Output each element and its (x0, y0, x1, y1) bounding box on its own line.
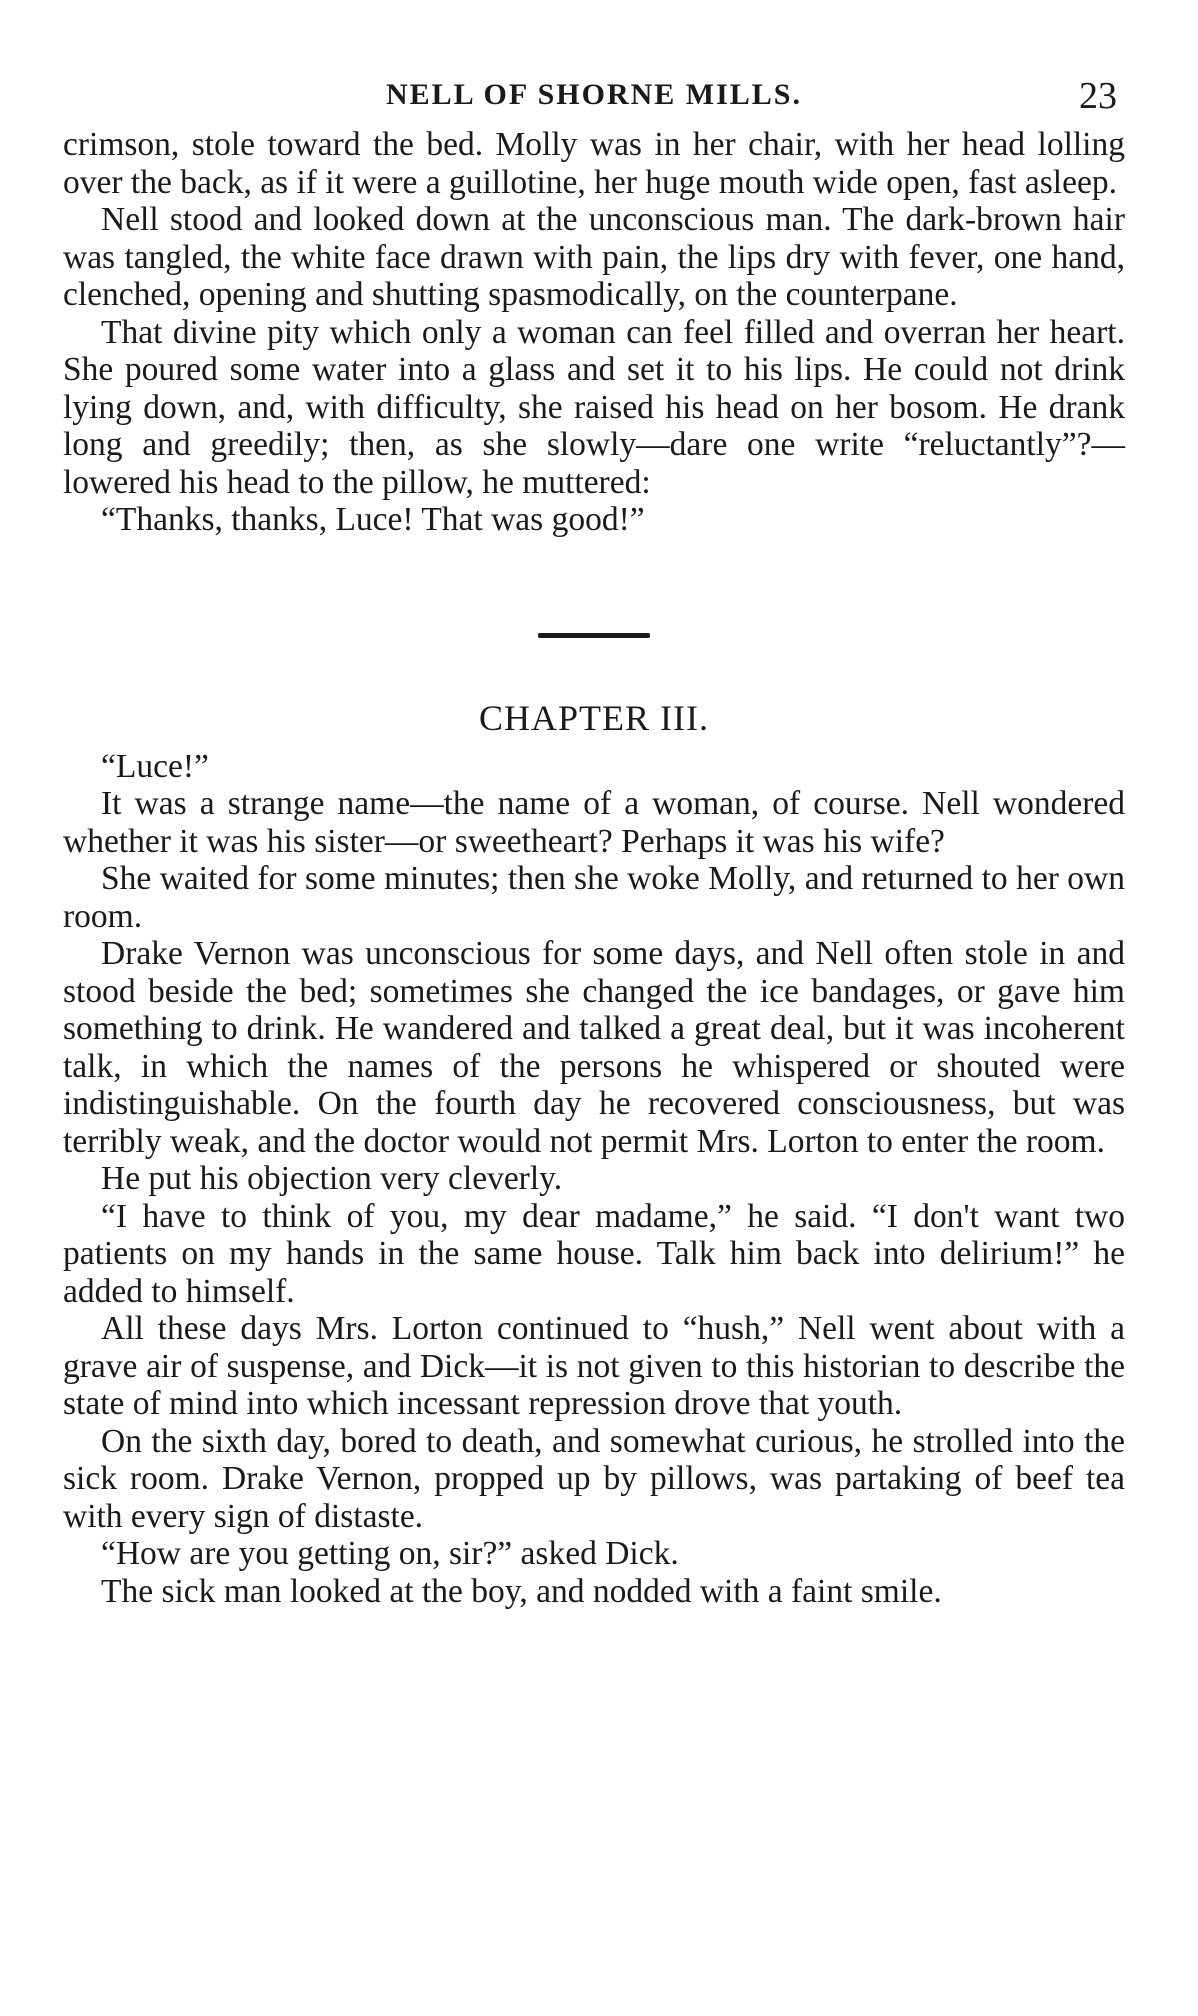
paragraph: He put his objection very cleverly. (101, 1160, 563, 1197)
paragraph: It was a strange name—the name of a woman, of course. Nell wondered whether it was his sister—or sweetheart? Perhaps it was his wife? (63, 785, 1125, 860)
paragraph: Drake Vernon was unconscious for some days, and Nell often stole in and stood beside the bed; sometimes she changed the ice bandages, or gave him something to drink. He wandered and talked a great deal, but it was incoherent talk, in which the names of the persons he whispered or shouted were indistinguishable. On the fourth day he recovered consciousness, but was terribly weak, and the doctor would not permit Mrs. Lorton to enter the room. (63, 935, 1125, 1160)
paragraph: She waited for some minutes; then she woke Molly, and returned to her own room. (63, 860, 1125, 935)
section-before-break (63, 126, 1125, 539)
book-page (63, 75, 1125, 1610)
paragraph: The sick man looked at the boy, and nodded with a faint smile. (101, 1572, 942, 1610)
section-after-break (63, 748, 1125, 1611)
page-number: 23 (1079, 75, 1117, 117)
paragraph: That divine pity which only a woman can feel filled and overran her heart. She poured some water into a glass and set it to his lips. He could not drink lying down, and, with difficulty, she raised his head on her bosom. He drank long and greedily; then, as she slowly—dare one write “reluctantly”?—lowered his head to the pillow, he muttered: (63, 313, 1125, 501)
chapter-heading: CHAPTER III. (479, 697, 709, 738)
chapter-divider-rule (538, 633, 650, 638)
paragraph: crimson, stole toward the bed. Molly was in her chair, with her head lolling over the back, as if it were a guillotine, her huge mouth wide open, fast asleep. (63, 126, 1125, 201)
paragraph: “Luce!” (101, 747, 209, 785)
paragraph: “How are you getting on, sir?” asked Dick. (101, 1535, 679, 1572)
running-title: NELL OF SHORNE MILLS. (386, 78, 802, 111)
paragraph: All these days Mrs. Lorton continued to “hush,” Nell went about with a grave air of suspense, and Dick—it is not given to this historian to describe the state of mind into which incessant repression drove that youth. (63, 1310, 1125, 1422)
paragraph: “Thanks, thanks, Luce! That was good!” (101, 501, 645, 538)
paragraph: “I have to think of you, my dear madame,” he said. “I don't want two patients on my hands in the same house. Talk him back into delirium!” he added to himself. (63, 1197, 1125, 1310)
paragraph: Nell stood and looked down at the unconscious man. The dark-brown hair was tangled, the white face drawn with pain, the lips dry with fever, one hand, clenched, opening and shutting spasmodically, on the counterpane. (63, 201, 1125, 313)
paragraph: On the sixth day, bored to death, and somewhat curious, he strolled into the sick room. Drake Vernon, propped up by pillows, was partaking of beef tea with every sign of distaste. (63, 1422, 1125, 1535)
running-header (63, 75, 1125, 126)
